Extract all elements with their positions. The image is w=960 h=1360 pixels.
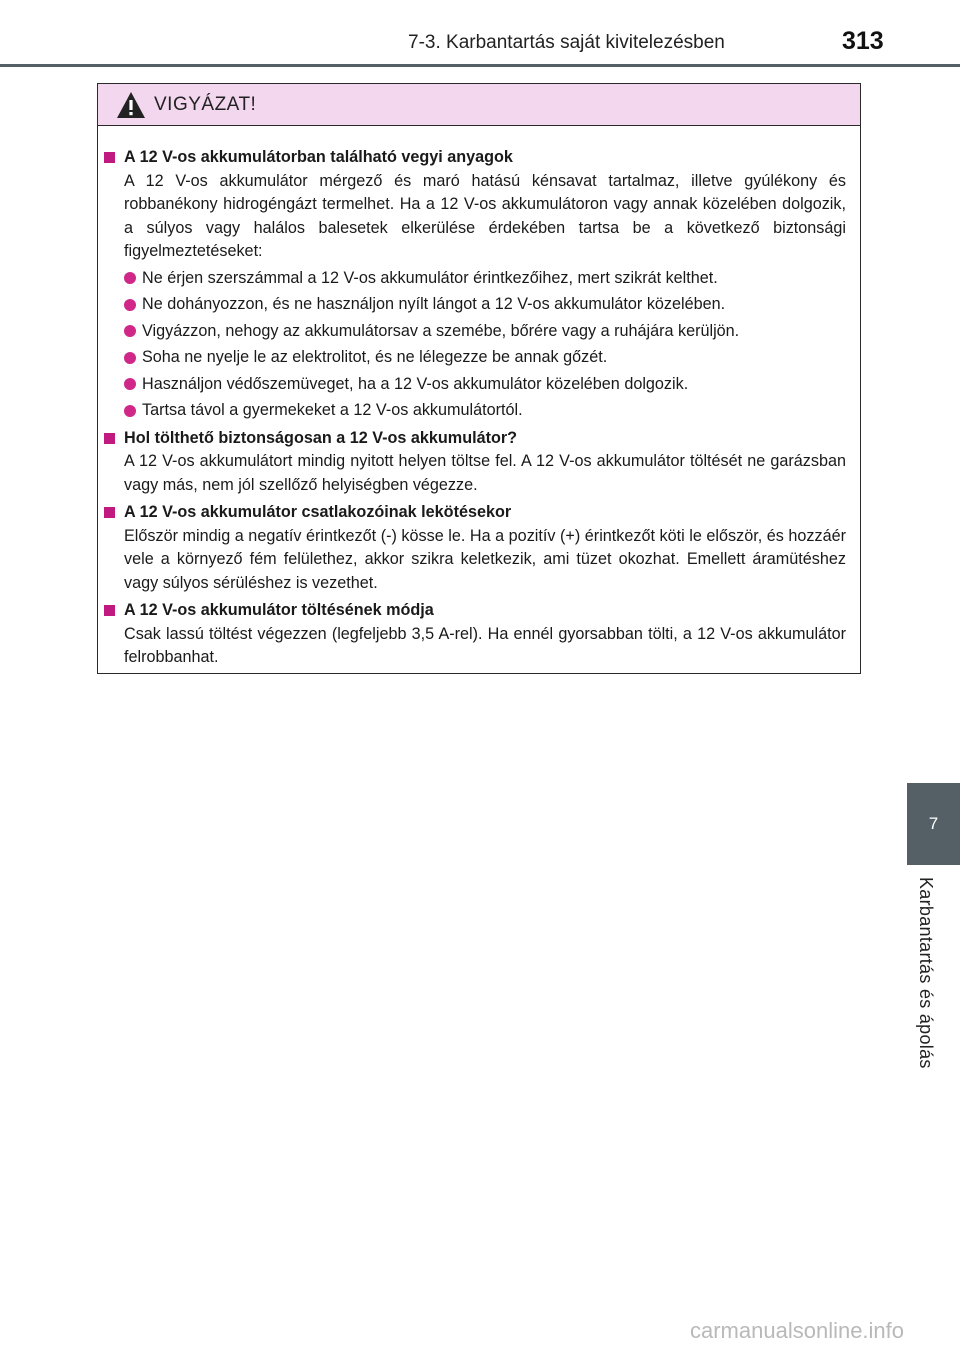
section-heading: A 12 V-os akkumulátor csatlakozóinak lekötésekor bbox=[104, 501, 846, 525]
round-bullet-icon bbox=[124, 272, 136, 284]
round-bullet-icon bbox=[124, 405, 136, 417]
round-bullet-icon bbox=[124, 325, 136, 337]
section-title: 7-3. Karbantartás saját kivitelezésben bbox=[408, 32, 725, 53]
chapter-label: Karbantartás és ápolás bbox=[916, 877, 936, 1069]
square-bullet-icon bbox=[104, 152, 115, 163]
section-chemicals bbox=[104, 146, 846, 423]
section-text: Csak lassú töltést végezzen (legfeljebb 3,5 A-rel). Ha ennél gyorsabban tölti, a 12 V-os akkumulátor felrobbanhat. bbox=[124, 624, 846, 666]
list-item: Ne érjen szerszámmal a 12 V-os akkumulátor érintkezőihez, mert szikrát kelthet. bbox=[124, 267, 846, 291]
warning-title: VIGYÁZAT! bbox=[154, 93, 257, 115]
warning-box bbox=[97, 83, 861, 674]
section-text: A 12 V-os akkumulátor mérgező és maró hatású kénsavat tartalmaz, illetve gyúlékony és robbanékony hidrogéngázt termelhet. Ha a 12 V-os akkumulátoron vagy annak közelében dolgozik, a súlyos vagy halálos balesetek elkerülése érdekében tartsa be a következő biztonsági figyelmeztetéseket: bbox=[124, 171, 846, 260]
section-heading: A 12 V-os akkumulátor töltésének módja bbox=[104, 599, 846, 623]
list-item: Vigyázzon, nehogy az akkumulátorsav a szemébe, bőrére vagy a ruhájára kerüljön. bbox=[124, 320, 846, 344]
section-charging-method bbox=[104, 599, 846, 670]
warning-body bbox=[98, 126, 860, 670]
header-divider bbox=[0, 64, 960, 67]
watermark: carmanualsonline.info bbox=[690, 1318, 905, 1343]
chapter-tab: 7 bbox=[907, 783, 960, 865]
square-bullet-icon bbox=[104, 605, 115, 616]
list-item: Ne dohányozzon, és ne használjon nyílt lángot a 12 V-os akkumulátor közelében. bbox=[124, 293, 846, 317]
round-bullet-icon bbox=[124, 352, 136, 364]
list-item: Tartsa távol a gyermekeket a 12 V-os akkumulátortól. bbox=[124, 399, 846, 423]
list-item: Használjon védőszemüveget, ha a 12 V-os akkumulátor közelében dolgozik. bbox=[124, 373, 846, 397]
warning-header bbox=[98, 84, 860, 126]
square-bullet-icon bbox=[104, 433, 115, 444]
section-safe-charging-location bbox=[104, 427, 846, 498]
page-number: 313 bbox=[842, 27, 884, 55]
list-item: Soha ne nyelje le az elektrolitot, és ne lélegezze be annak gőzét. bbox=[124, 346, 846, 370]
section-text: A 12 V-os akkumulátort mindig nyitott helyen töltse fel. A 12 V-os akkumulátor töltését ne garázsban vagy más, nem jól szellőző helyiségben végezze. bbox=[124, 452, 846, 494]
round-bullet-icon bbox=[124, 378, 136, 390]
section-disconnecting-terminals bbox=[104, 501, 846, 595]
warning-triangle-icon bbox=[116, 91, 146, 119]
section-heading: A 12 V-os akkumulátorban található vegyi anyagok bbox=[104, 146, 846, 170]
section-text: Először mindig a negatív érintkezőt (-) kösse le. Ha a pozitív (+) érintkezőt köti le először, és hozzáér vele a környező fém felülethez, akkor szikra keletkezik, ami tüzet okozhat. Emellett áramütéshez vagy súlyos sérüléshez is vezethet. bbox=[124, 526, 846, 592]
round-bullet-icon bbox=[124, 299, 136, 311]
square-bullet-icon bbox=[104, 507, 115, 518]
section-heading: Hol tölthető biztonságosan a 12 V-os akkumulátor? bbox=[104, 427, 846, 451]
